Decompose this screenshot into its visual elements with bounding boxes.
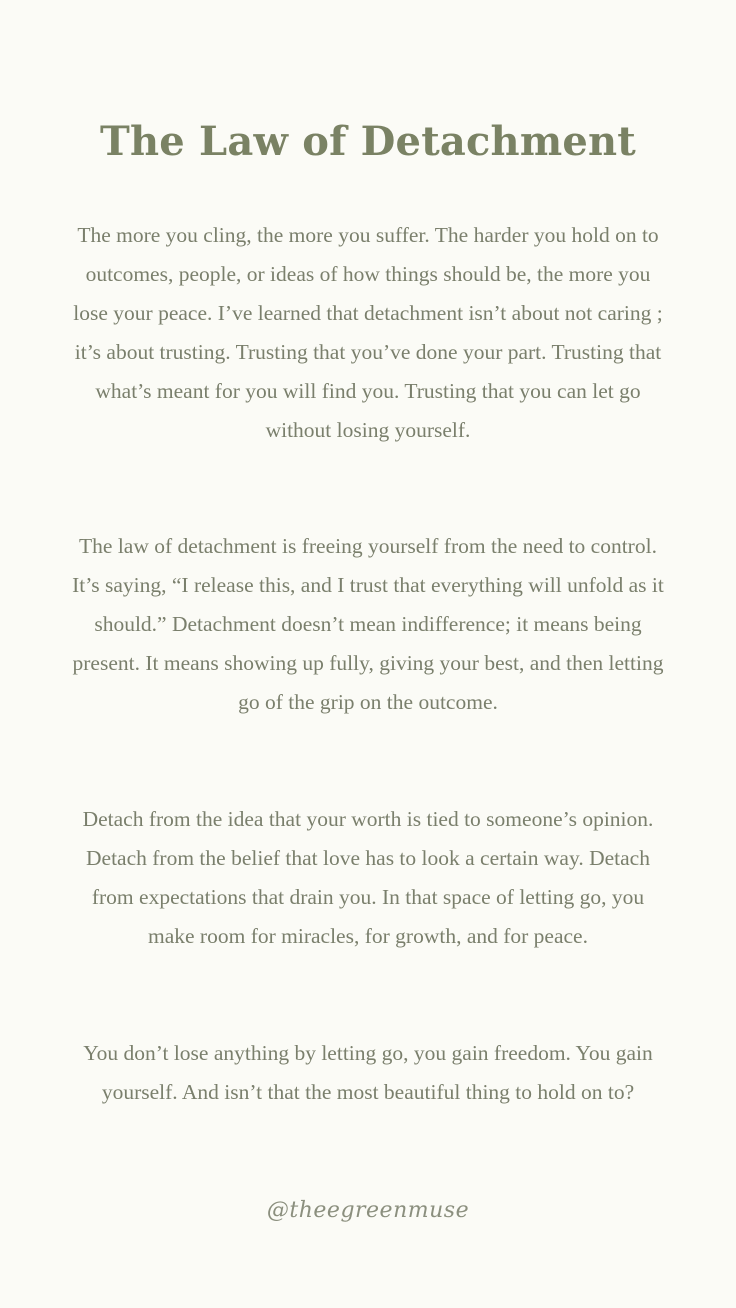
paragraph-3: Detach from the idea that your worth is tied to someone’s opinion. Detach from the belief that love has to look a certain way. Detach from expectations that drain you. In that space of letting go, you make room for miracles, for growth, and for peace. — [82, 807, 654, 948]
paragraph-1: The more you cling, the more you suffer. The harder you hold on to outcomes, people, or ideas of how things should be, the more you lose your peace. I’ve learned that detachment isn’t about not caring ; it’s about trusting. Trusting that you’ve done your part. Trusting that what’s meant for you will find you. Trusting that you can let go without losing yourself. — [73, 223, 663, 442]
page-title: The Law of Detachment — [100, 118, 636, 165]
author-handle: @theegreenmuse — [266, 1198, 470, 1223]
paragraph-4: You don’t lose anything by letting go, you gain freedom. You gain yourself. And isn’t that the most beautiful thing to hold on to? — [83, 1041, 653, 1104]
paragraph-2: The law of detachment is freeing yourself from the need to control. It’s saying, “I release this, and I trust that everything will unfold as it should.” Detachment doesn’t mean indifference; it means being present. It means showing up fully, giving your best, and then letting go of the grip on the outcome. — [72, 534, 664, 714]
